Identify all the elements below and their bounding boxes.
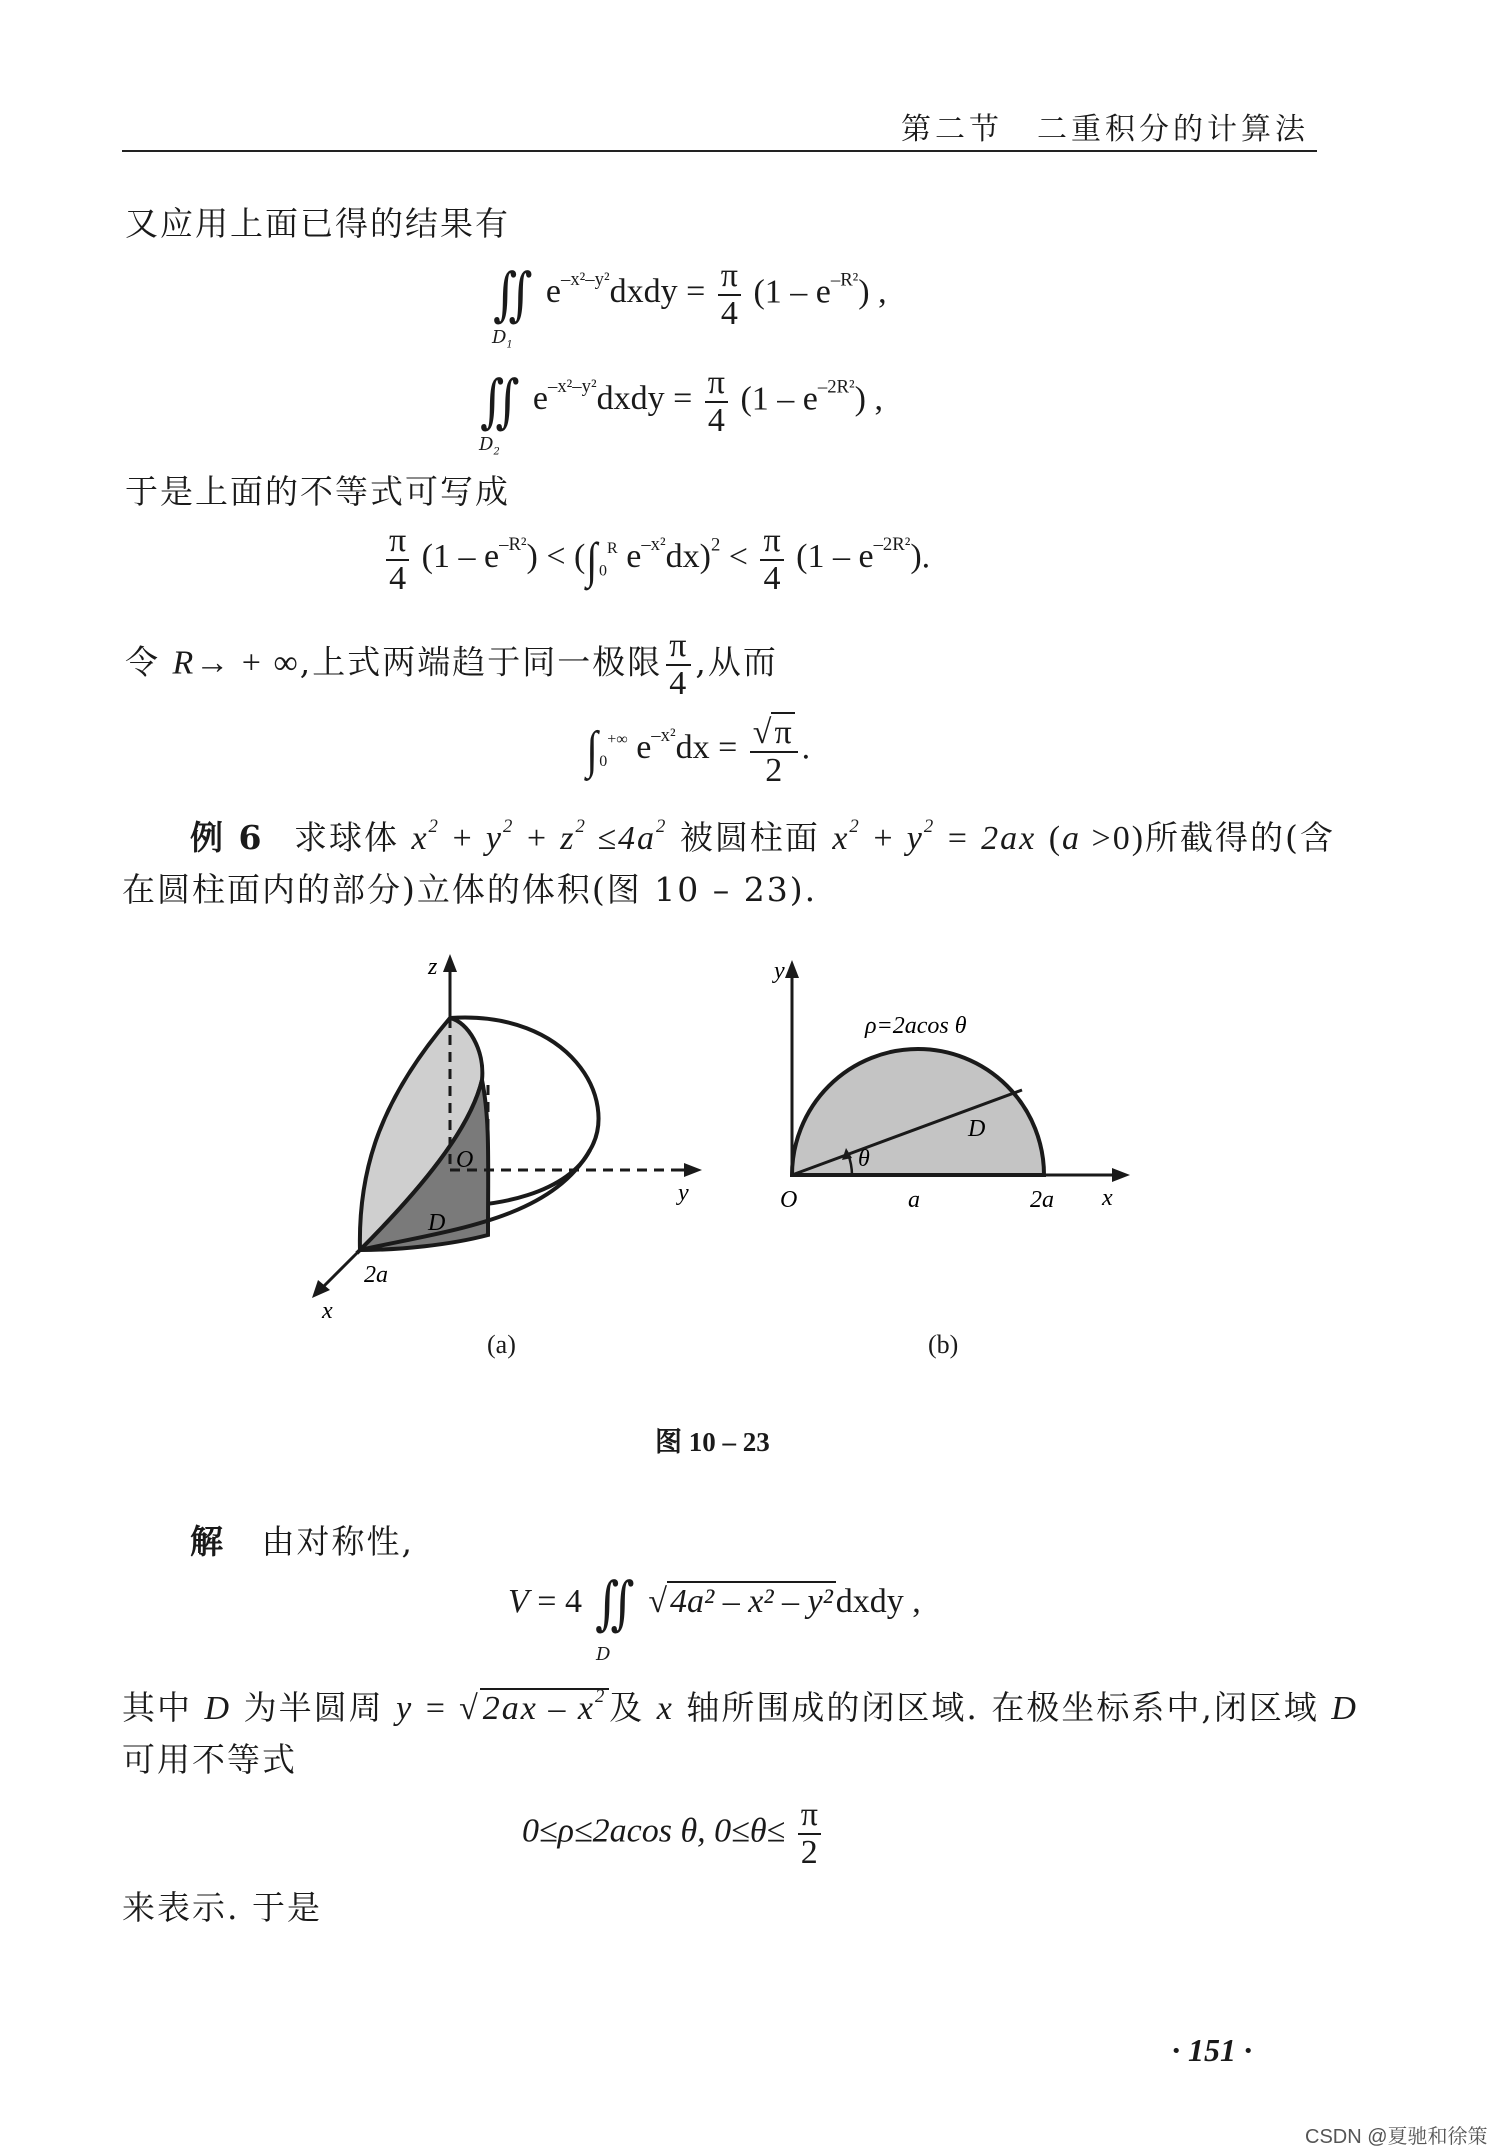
running-header: [122, 100, 1317, 152]
double-integral-symbol: ∬: [492, 261, 533, 327]
caption-a: (a): [487, 1330, 516, 1359]
integral-subscript-d: D: [596, 1644, 611, 1665]
label-x: x: [322, 1298, 333, 1324]
label-origin: O: [456, 1147, 474, 1173]
header-title: 第二节 二重积分的计算法: [901, 112, 1309, 147]
label-z: z: [428, 954, 438, 980]
label-origin: O: [780, 1187, 798, 1213]
figure-b-polar-region: [760, 950, 1140, 1220]
label-2a: 2a: [364, 1262, 388, 1288]
formula-gauss-result: $\int_0^{+\infty}$ $e^{-x^2}dx$ = $\frac{√\pi}{2}$ .: [586, 714, 811, 790]
paragraph-4: 其中 D 为半圆周 $y = √2ax - x^2$及 x 轴所围成的闭区域. 在极坐标系中,闭区域 D: [122, 1686, 1358, 1727]
example-6-line-2: 在圆柱面内的部分)立体的体积(图 10 – 23).: [122, 870, 818, 909]
formula-inequality: $\frac{\pi}{4}$ $(1 - e^{-R^2}) < (\int_0^R$ $e^{-x^2}dx)^2$ < $\frac{\pi}{4}$ $(1 - e^{-2R^2})$.: [382, 523, 930, 596]
paragraph-5: 可用不等式: [122, 1740, 297, 1779]
y-axis-arrow: [684, 1163, 702, 1177]
paragraph-6: 来表示. 于是: [122, 1888, 322, 1927]
x-axis: [320, 1250, 360, 1290]
pi-over-4-fraction: $\frac{\pi}{4}$: [705, 365, 728, 438]
formula-d2-integral: ∬ $e^{-x^2-y^2}dxdy$ = $\frac{\pi}{4}$ $(1 - e^{-2R^2})$ ,: [479, 364, 883, 439]
label-curve-equation: ρ=2acos θ: [865, 1013, 967, 1039]
formula-volume: V = 4 ∬ √4a² – x² – y²dxdy ,: [508, 1571, 921, 1636]
label-theta: θ: [858, 1146, 870, 1172]
label-d: D: [428, 1210, 446, 1236]
label-a: a: [908, 1187, 920, 1213]
integral-subscript-d2: $D_2$: [479, 434, 500, 458]
page-number: · 151 ·: [1172, 2032, 1252, 2068]
figure-a-3d-solid: [300, 950, 720, 1330]
label-y: y: [774, 958, 785, 984]
solution-intro: 解 由对称性,: [190, 1522, 414, 1561]
pi-over-4-fraction: $\frac{\pi}{4}$: [718, 258, 741, 331]
formula-d1-integral: ∬ $e^{-x^2-y^2}dxdy$ = $\frac{\pi}{4}$ $(1 - e^{-R^2})$ ,: [492, 257, 887, 332]
label-y: y: [678, 1180, 689, 1206]
integral-subscript-d1: $D_1$: [492, 327, 513, 351]
semicircle-region-d: [792, 1049, 1044, 1175]
caption-b: (b): [928, 1330, 959, 1359]
figure-title: 图 10 – 23: [655, 1427, 770, 1457]
example-6-line-1: 例 6 求球体 $x^2 + y^2 + z^2 \le 4a^2$ 被圆柱面 $x^2 + y^2 = 2ax$ (a >0)所截得的(含: [190, 816, 1335, 857]
label-x: x: [1102, 1185, 1113, 1211]
z-axis-arrow: [443, 954, 457, 972]
formula-polar-bounds: 0≤ρ≤2acos θ, 0≤θ≤ $\frac{\pi}{2}$: [522, 1797, 825, 1870]
label-d: D: [968, 1116, 986, 1142]
paragraph-1: 又应用上面已得的结果有: [125, 204, 510, 243]
double-integral-symbol: ∬: [479, 368, 520, 434]
watermark: CSDN @夏驰和徐策: [1305, 2126, 1488, 2148]
x-axis-arrow: [1112, 1168, 1130, 1182]
paragraph-2: 于是上面的不等式可写成: [125, 472, 510, 511]
paragraph-3: 令 R→ + ∞,上式两端趋于同一极限 $\frac{\pi}{4}$ ,从而: [125, 627, 778, 702]
label-2a: 2a: [1030, 1187, 1054, 1213]
y-axis-arrow: [785, 960, 799, 978]
